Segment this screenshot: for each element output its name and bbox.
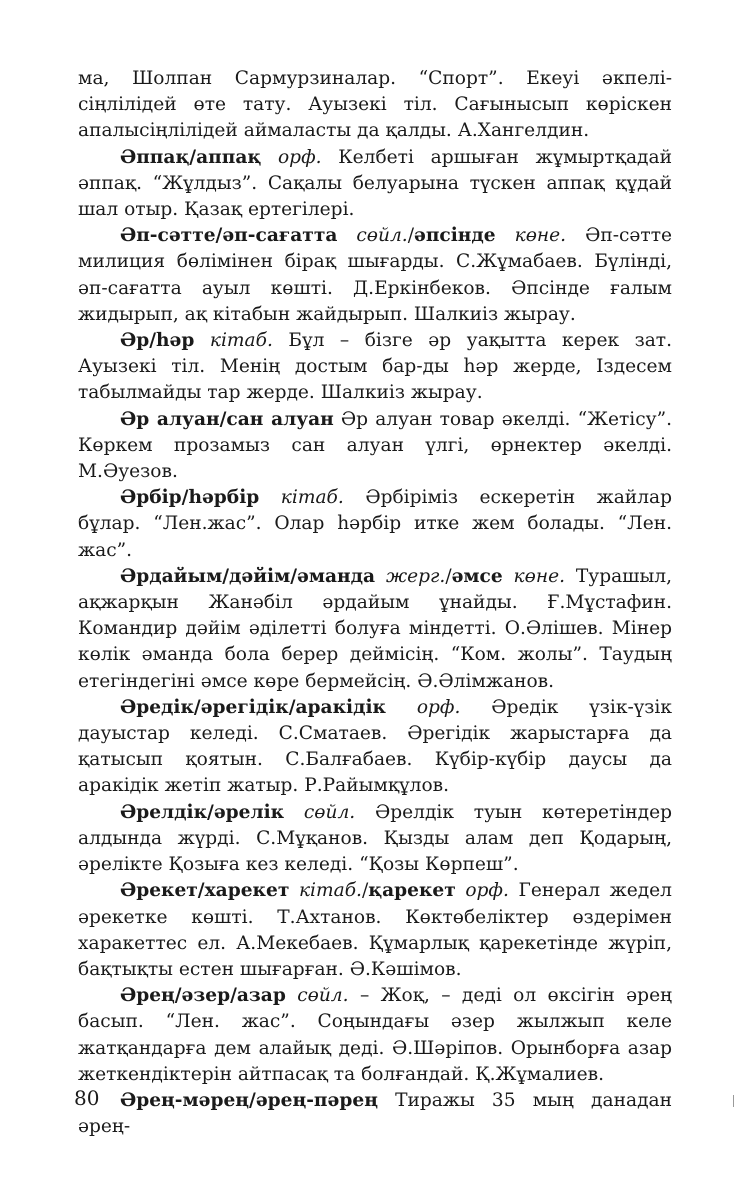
entry-text: Турашыл, ақжарқын Жанәбіл әрдайым ұнайды. Ғ.Мұстафин. Командир дәйім әділетті болуға міндетті. О.Әлішев. Мінер көлік әманда бола берер деймісің. “Ком. жолы”. Таудың етегіндегіні әмсе көре бермейсің. Ә.Әлімжанов. — [78, 565, 672, 692]
entry-text: Әр алуан товар әкелді. “Жетісу”. Көркем прозамыз сан алуан үлгі, өрнектер әкелді. М.Әуезов. — [78, 408, 672, 483]
entry-label: жерг. — [375, 565, 446, 587]
entry-label: орф. — [261, 146, 322, 168]
entry-headword: қарекет — [368, 880, 456, 902]
entry-headword: Әрең/әзер/азар — [120, 985, 286, 1007]
dictionary-entry — [78, 145, 672, 224]
entry-text: / — [445, 565, 452, 587]
entry-headword: Әп-сәтте/әп-сағатта — [120, 225, 338, 247]
entry-text: / — [361, 880, 369, 902]
continuation-paragraph: ма, Шолпан Сармурзиналар. “Спорт”. Екеуі әкпелі-сіңлілідей өте тату. Ауызекі тіл. Сағынысып көріскен апалысіңлілідей аймаласты да қалды. А.Хангелдин. — [78, 68, 672, 142]
entry-headword: әмсе — [451, 565, 503, 587]
entry-text: Әредік үзік-үзік дауыстар келеді. С.Сматаев. Әрегідік жарыстарға да қатысып қоятын. С.Балғабаев. Күбір-күбір даусы да аракідік жетіп жатыр. Р.Райымқұлов. — [78, 696, 672, 797]
dictionary-entry — [78, 407, 672, 486]
entry-headword: әпсінде — [413, 225, 496, 247]
entry-label: кітаб. — [289, 880, 362, 902]
entry-headword: Әрбір/һәрбір — [120, 487, 260, 509]
entry-text: – Жоқ, – деді ол өксігін әрең басып. “Лен. жас”. Соңындағы әзер жылжып келе жатқандарға дем алайық деді. Ә.Шәріпов. Орынборға азар жеткендіктерін айтпасақ та болғандай. Қ.Жұмалиев. — [78, 985, 673, 1085]
entry-label: кітаб. — [259, 487, 344, 509]
dictionary-entry — [78, 223, 672, 328]
dictionary-entry — [78, 1088, 672, 1140]
entry-headword: Әр алуан/сан алуан — [120, 408, 334, 430]
entry-headword: Әредік/әрегідік/аракідік — [120, 696, 386, 718]
dictionary-entry — [78, 695, 672, 800]
entry-label: орф. — [455, 880, 509, 902]
entry-text: Тиражы 35 мың данадан әрең- — [78, 1089, 672, 1138]
entry-text: Әрелдік туын көтеретіндер алдында жүрді. С.Мұқанов. Қызды алам деп Қодарың, әрелікте Қозыға кез келеді. “Қозы Көрпеш”. — [78, 801, 672, 876]
dictionary-entry — [78, 800, 672, 879]
entry-label: орф. — [385, 696, 461, 718]
entry-label: сөйл. — [285, 985, 349, 1007]
entry-text: Әп-сәтте милиция бөлімінен бірақ шығарды. С.Жұмабаев. Бүлінді, әп-сағатта ауыл көшті. Д.Еркінбеков. Әпсінде ғалым жидырып, ақ кітабын жайдырып. Шалкиіз жырау. — [78, 225, 673, 325]
entry-label: көне. — [495, 225, 567, 247]
dictionary-entry — [78, 485, 672, 564]
entry-text: Әрбіріміз ескеретін жайлар бұлар. “Лен.жас”. Олар һәрбір итке жем болады. “Лен. жас”. — [78, 487, 672, 561]
dictionary-entry — [78, 328, 672, 407]
entry-headword: Әрең-мәрең/әрең-пәрең — [120, 1089, 378, 1111]
entry-label: сөйл. — [337, 225, 408, 247]
entry-label: кітаб. — [194, 330, 273, 352]
scan-edge-mark — [733, 1095, 734, 1107]
entry-text: / — [407, 225, 414, 247]
entry-text: Келбеті аршыған жұмыртқадай әппақ. “Жұлдыз”. Сақалы белуарына түскен аппақ құдай шал отыр. Қазақ ертегілері. — [78, 146, 672, 221]
page-number: 80 — [74, 1086, 100, 1110]
entry-label: сөйл. — [284, 801, 356, 823]
dictionary-entries — [78, 145, 672, 1141]
dictionary-page-text — [78, 66, 672, 1140]
dictionary-entry — [78, 564, 672, 695]
entry-headword: Әрдайым/дәйім/әманда — [120, 565, 376, 587]
entry-headword: Әрекет/харекет — [120, 880, 290, 902]
dictionary-entry — [78, 878, 672, 983]
entry-headword: Әрелдік/әрелік — [120, 801, 285, 823]
entry-label: көне. — [502, 565, 566, 587]
entry-text: Бұл – бізге әр уақытта керек зат. Ауызекі тіл. Менің достым бар-ды һәр жерде, Іздесем табылмайды тар жерде. Шалкиіз жырау. — [78, 330, 672, 404]
entry-headword: Әр/һәр — [120, 330, 195, 352]
entry-text: Генерал жедел әрекетке көшті. Т.Ахтанов. Көктөбеліктер өздерімен харакеттес ел. А.Мекебаев. Құмарлық қарекетінде жүріп, бақтықты естен шығарған. Ә.Кәшімов. — [78, 880, 672, 980]
dictionary-entry — [78, 983, 672, 1088]
entry-headword: Әппақ/аппақ — [120, 146, 262, 168]
